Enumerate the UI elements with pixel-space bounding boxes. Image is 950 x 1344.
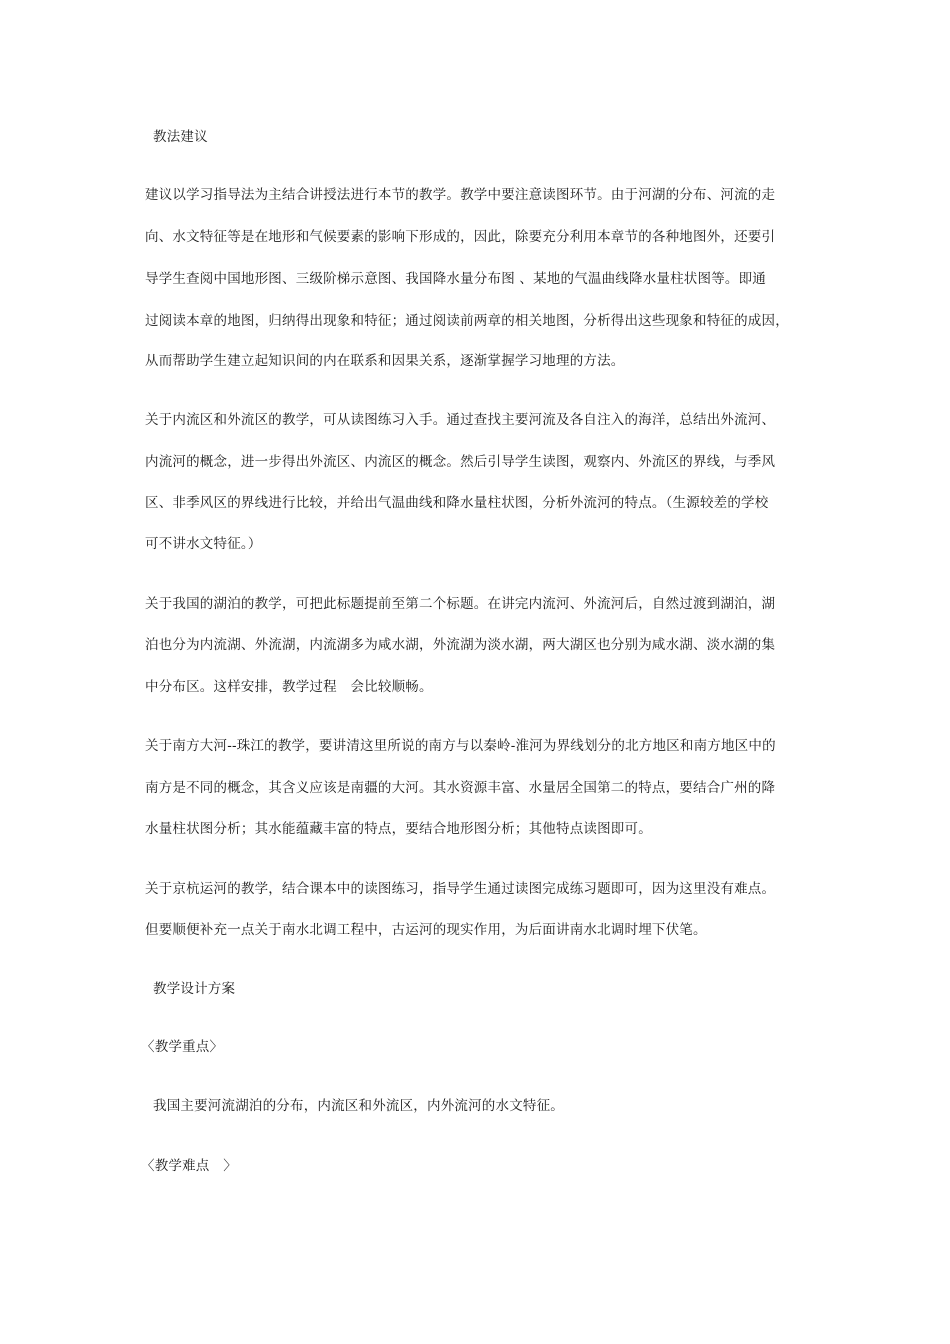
heading-teaching-method: 教法建议 bbox=[153, 129, 208, 145]
paragraph-line: 水量柱状图分析；其水能蕴藏丰富的特点，要结合地形图分析；其他特点读图即可。 bbox=[145, 821, 652, 837]
paragraph-line: 南方是不同的概念，其含义应该是南疆的大河。其水资源丰富、水量居全国第二的特点，要结合广州的降 bbox=[145, 780, 776, 796]
heading-teaching-design: 教学设计方案 bbox=[153, 981, 236, 997]
paragraph-line: 关于我国的湖泊的教学，可把此标题提前至第二个标题。在讲完内流河、外流河后，自然过渡到湖泊，湖 bbox=[145, 596, 776, 612]
paragraph-line: 区、非季风区的界线进行比较，并给出气温曲线和降水量柱状图，分析外流河的特点。（生源较差的学校 bbox=[145, 495, 769, 511]
paragraph-line: 关于内流区和外流区的教学，可从读图练习入手。通过查找主要河流及各自注入的海洋，总结出外流河、 bbox=[145, 412, 776, 428]
paragraph-line: 可不讲水文特征。） bbox=[145, 536, 262, 552]
label-teaching-key-points: 〈教学重点〉 bbox=[141, 1039, 224, 1055]
paragraph-line: 建议以学习指导法为主结合讲授法进行本节的教学。教学中要注意读图环节。由于河湖的分布、河流的走 bbox=[145, 187, 776, 203]
paragraph-line: 向、水文特征等是在地形和气候要素的影响下形成的，因此，除要充分利用本章节的各种地图外，还要引 bbox=[145, 229, 776, 245]
paragraph-line: 泊也分为内流湖、外流湖，内流湖多为咸水湖，外流湖为淡水湖，两大湖区也分别为咸水湖、淡水湖的集 bbox=[145, 637, 776, 653]
paragraph-line: 从而帮助学生建立起知识间的内在联系和因果关系，逐渐掌握学习地理的方法。 bbox=[145, 353, 625, 369]
label-teaching-difficulties: 〈教学难点 〉 bbox=[141, 1158, 237, 1174]
paragraph-line: 关于南方大河--珠江的教学，要讲清这里所说的南方与以秦岭-淮河为界线划分的北方地区和南方地区中的 bbox=[145, 738, 776, 754]
text-teaching-key-points: 我国主要河流湖泊的分布，内流区和外流区，内外流河的水文特征。 bbox=[153, 1098, 564, 1114]
paragraph-line: 过阅读本章的地图，归纳得出现象和特征；通过阅读前两章的相关地图，分析得出这些现象和特征的成因， bbox=[145, 313, 789, 329]
paragraph-line: 关于京杭运河的教学，结合课本中的读图练习，指导学生通过读图完成练习题即可，因为这里没有难点。 bbox=[145, 881, 776, 897]
paragraph-line: 但要顺便补充一点关于南水北调工程中，古运河的现实作用，为后面讲南水北调时埋下伏笔。 bbox=[145, 922, 707, 938]
paragraph-line: 内流河的概念，进一步得出外流区、内流区的概念。然后引导学生读图，观察内、外流区的界线，与季风 bbox=[145, 454, 776, 470]
paragraph-line: 中分布区。这样安排，教学过程 会比较顺畅。 bbox=[145, 679, 433, 695]
paragraph-line: 导学生查阅中国地形图、三级阶梯示意图、我国降水量分布图 、某地的气温曲线降水量柱状图等。即通 bbox=[145, 271, 766, 287]
